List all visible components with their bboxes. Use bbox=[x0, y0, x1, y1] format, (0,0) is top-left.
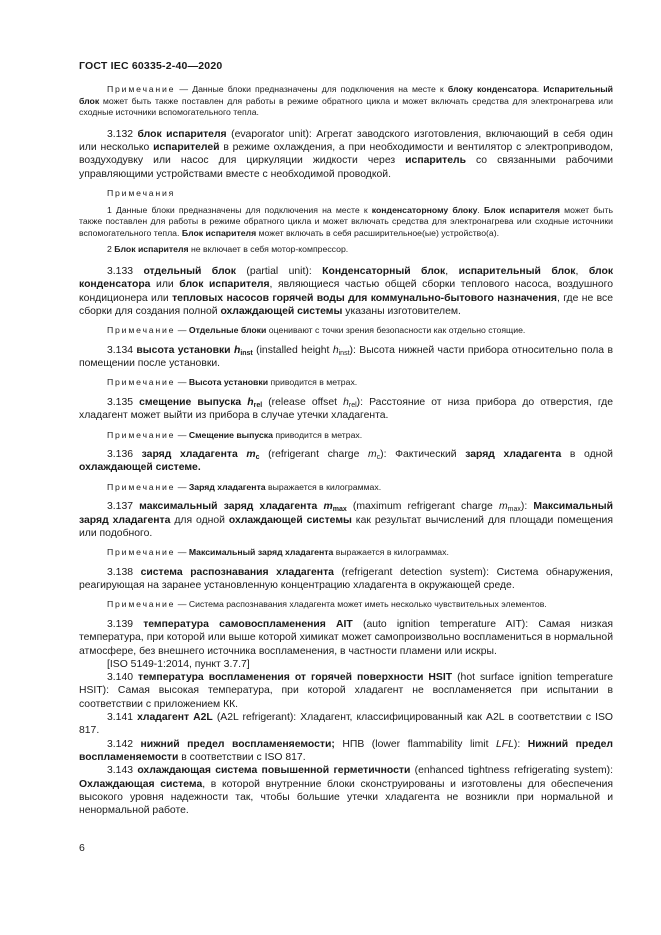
notes-heading: Примечания bbox=[107, 187, 176, 198]
definition-3-138: 3.138 система распознавания хладагента (refrigerant detection system): Система обнаружения, реагирующая на заранее установленную концентрацию хладагента в окружающей среде. bbox=[79, 566, 614, 592]
definition-3-141: 3.141 хладагент A2L (A2L refrigerant): Хладагент, классифицированный как A2L в соответствии с ISO 817. bbox=[79, 712, 613, 737]
definition-3-135: 3.135 смещение выпуска $h_{rel}$ (release offset $h_{rel}$): Расстояние от низа прибора до отверстия, где хладагент может выйти из прибора в случае утечки хладагента. bbox=[79, 396, 613, 422]
reference-iso-5149: [ISO 5149-1:2014, пункт 3.7.7] bbox=[107, 658, 250, 670]
note-max-charge: Примечание — Максимальный заряд хладагента выражается в килограммах. bbox=[107, 547, 449, 558]
definition-3-137: 3.137 максимальный заряд хладагента $m_{max}$ (maximum refrigerant charge $m_{max}$): Максимальный заряд хладагента для одной охлаждающей системы как результат вычислений для площади помещения или подобного. bbox=[79, 501, 614, 539]
note-evaporator-2: 2 Блок испарителя не включает в себя мотор-компрессор. bbox=[107, 244, 349, 255]
page-number: 6 bbox=[79, 842, 85, 854]
definition-3-136: 3.136 заряд хладагента $m_c$ (refrigerant charge $m_c$): Фактический заряд хладагента в одной охлаждающей системе. bbox=[79, 449, 613, 474]
definition-3-139: 3.139 температура самовоспламенения AIT (auto ignition temperature AIT): Самая низкая температура, при которой или выше которой химикат может самопроизвольно воспламениться в нормальной атмосфере, без внешнего источника воспламенения, в частности пламени или искры. bbox=[79, 618, 613, 657]
note-refrigerant-charge: Примечание — Заряд хладагента выражается в килограммах. bbox=[107, 481, 382, 492]
note-partial-unit: Примечание — Отдельные блоки оценивают с точки зрения безопасности как отдельно стоящие. bbox=[107, 325, 526, 336]
definition-3-140: 3.140 температура воспламенения от горячей поверхности HSIT (hot surface ignition temperature HSIT): Самая высокая температура, при которой хладагент не воспламеняется при испытании в соответствии с приложением КК. bbox=[79, 672, 613, 710]
definition-3-132: 3.132 блок испарителя (evaporator unit): Агрегат заводского изготовления, включающий в себя один или несколько испарителей в режиме охлаждения, а при необходимости и вентилятор с электроприводом, воздуходувку или насос для циркуляции жидкости через испаритель со связанными рабочими управляющими устройствами вместе с необходимой проводкой. bbox=[79, 128, 614, 180]
definition-3-142: 3.142 нижний предел воспламеняемости; НПВ (lower flammability limit LFL): Нижний предел воспламеняемости в соответствии с ISO 817. bbox=[79, 738, 613, 763]
note-detection-system: Примечание — Система распознавания хладагента может иметь несколько чувствительных элементов. bbox=[107, 599, 547, 610]
page-body bbox=[79, 84, 613, 817]
document-header: ГОСТ IEC 60335-2-40—2020 bbox=[79, 60, 223, 72]
definition-3-143: 3.143 охлаждающая система повышенной герметичности (enhanced tightness refrigerating system): Охлаждающая система, в которой внутренние блоки сконструированы и изготовлены для обеспечения высокого уровня надежности так, чтобы большие утечки хладагента не возникли при нормальной и ненормальной работе. bbox=[79, 765, 614, 817]
note-evaporator-1: 1 Данные блоки предназначены для подключения на месте к конденсаторному блоку. Блок испарителя может быть также поставлен для работы в режиме обратного цикла и может включать средства для электронагрева или сходные источники вспомогательного тепла. Блок испарителя может включать в себя расширительное(ые) устройство(а). bbox=[79, 204, 614, 238]
definition-3-134: 3.134 высота установки $h_{inst}$ (installed height $h_{inst}$): Высота нижней части прибора относительно пола в помещении после установки. bbox=[79, 344, 613, 370]
definition-3-133: 3.133 отдельный блок (partial unit): Конденсаторный блок, испарительный блок, блок конденсатора или блок испарителя, являющиеся частью общей сборки теплового насоса, воздушного кондиционера или тепловых насосов горячей воды для коммунально-бытового назначения, где не все сборки для создания полной охлаждающей системы указаны изготовителем. bbox=[79, 265, 614, 317]
note-release-offset: Примечание — Смещение выпуска приводится в метрах. bbox=[107, 429, 363, 440]
note-block-units: Примечание — Данные блоки предназначены для подключения на месте к блоку конденсатора. Испарительный блок может быть также поставлен для работы в режиме обратного цикла и может включать средства для электронагрева или сходные источники вспомогательного тепла. bbox=[79, 84, 614, 118]
note-label: Примечание bbox=[107, 84, 176, 94]
note-installed-height: Примечание — Высота установки приводится в метрах. bbox=[107, 377, 358, 388]
